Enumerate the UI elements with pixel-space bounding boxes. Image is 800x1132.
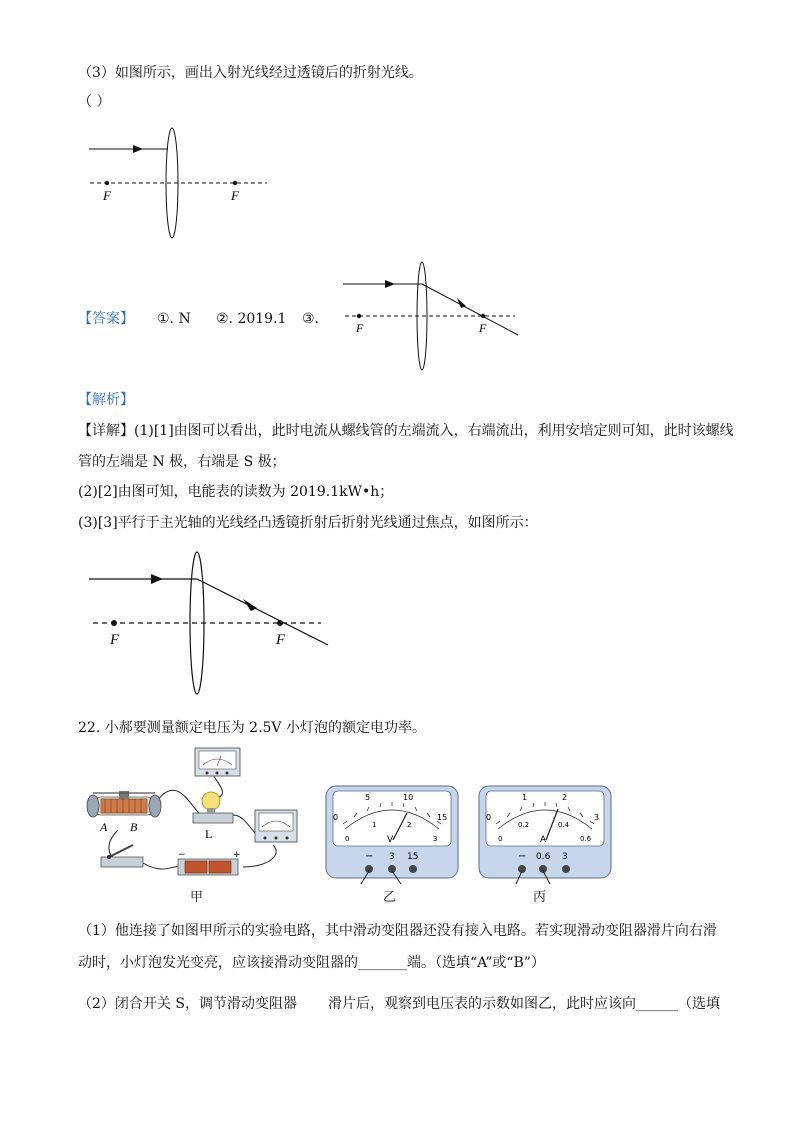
- focal-point-right: [233, 181, 237, 185]
- voltmeter-top-5: 5: [365, 793, 371, 802]
- circuit-figure-jia: [83, 745, 313, 880]
- wire: [243, 845, 276, 867]
- answer-label: 【答案】: [78, 311, 134, 327]
- voltmeter-top-0: 0: [333, 813, 339, 822]
- voltmeter-binding-post: [409, 865, 417, 873]
- incident-ray-arrow: [385, 280, 395, 288]
- rheostat-label-b: B: [130, 820, 138, 834]
- ammeter-bottom-0: 0: [498, 835, 503, 843]
- refracted-ray: [197, 579, 328, 645]
- voltmeter-bottom-1: 1: [372, 821, 377, 829]
- ammeter-symbol: A: [540, 835, 547, 845]
- figure-label-yi: 乙: [383, 890, 397, 905]
- lens-diagram-question: [85, 125, 285, 245]
- voltmeter-symbol: V: [387, 835, 394, 845]
- focal-label-right: F: [479, 321, 487, 335]
- ammeter-top-2: 2: [562, 793, 568, 802]
- focal-label-left: F: [103, 188, 111, 203]
- ammeter-terminal-neg: −: [518, 851, 527, 862]
- voltmeter-bottom-2: 2: [407, 821, 412, 829]
- answer-1: ①. N: [157, 311, 191, 327]
- q22-part2-line1-a: （2）闭合开关 S，调节滑动变阻器: [78, 996, 297, 1012]
- voltmeter-terminal-neg: −: [365, 851, 374, 862]
- analysis-detail-line4: (3)[3]平行于主光轴的光线经凸透镜折射后折射光线通过焦点，如图所示：: [78, 515, 538, 531]
- bulb-lamp: [193, 792, 233, 823]
- q21-part3-prompt: （3）如图所示，画出入射光线经过透镜后的折射光线。: [78, 65, 423, 81]
- figure-label-bing: 丙: [533, 890, 547, 905]
- q22-part1-line2: 动时，小灯泡发光变亮，应该接滑动变阻器的_______端。（选填“A”或“B”）: [78, 955, 545, 971]
- focal-point-left: [105, 181, 109, 185]
- ammeter-top-3: 3: [594, 813, 600, 822]
- ammeter-terminal-0.6: 0.6: [536, 852, 551, 862]
- analysis-detail-line2: 管的左端是 N 极，右端是 S 极；: [78, 454, 286, 470]
- q22-part2-line1-b: 滑片后，观察到电压表的示数如图乙，此时应该向______（选填: [328, 996, 720, 1012]
- voltmeter-bottom-0: 0: [345, 835, 350, 843]
- voltmeter-top-10: 10: [403, 793, 414, 802]
- focal-label-left: F: [110, 632, 120, 648]
- ammeter-terminal-3: 3: [562, 852, 568, 862]
- wire: [143, 863, 178, 869]
- rheostat-label-a: A: [100, 820, 108, 834]
- battery-pack: [178, 850, 241, 875]
- answer-3: ③.: [302, 311, 320, 327]
- q21-part3-answer-blank: （ ）: [78, 94, 111, 110]
- focal-label-left: F: [356, 321, 364, 335]
- voltmeter-top-15: 15: [437, 813, 448, 822]
- q22-part1-line1: （1）他连接了如图甲所示的实验电路，其中滑动变阻器还没有接入电路。若实现滑动变阻器滑片向右滑: [78, 923, 717, 939]
- voltmeter-figure-yi: [325, 785, 465, 885]
- answer-2: ②. 2019.1: [216, 311, 287, 327]
- ammeter-binding-post: [562, 865, 570, 873]
- analysis-label: 【解析】: [78, 392, 134, 408]
- figure-label-jia: 甲: [190, 890, 204, 905]
- svg-text:+: +: [233, 850, 241, 860]
- voltmeter-terminal-3: 3: [389, 852, 395, 862]
- focal-label-right: F: [276, 632, 286, 648]
- focal-point-left: [357, 314, 361, 318]
- q22-stem: 22. 小郝要测量额定电压为 2.5V 小灯泡的额定电功率。: [78, 720, 426, 736]
- incident-ray-arrow: [133, 145, 143, 153]
- ammeter-bottom-0.6: 0.6: [580, 835, 592, 843]
- ammeter-bottom-0.2: 0.2: [518, 821, 530, 829]
- ammeter-top-0: 0: [486, 813, 492, 822]
- svg-text:−: −: [178, 850, 186, 860]
- switch: [101, 845, 143, 867]
- ammeter-device: [255, 810, 297, 842]
- refracted-ray: [422, 284, 518, 335]
- ammeter-figure-bing: [478, 785, 618, 885]
- ammeter-top-1: 1: [522, 793, 528, 802]
- incident-ray-arrow: [151, 574, 163, 584]
- lens-diagram-answer: [340, 258, 530, 373]
- focal-point-right: [481, 314, 485, 318]
- voltmeter-bottom-3: 3: [433, 835, 438, 843]
- focal-point-left: [111, 620, 117, 626]
- refracted-ray-arrow: [243, 599, 257, 611]
- focal-point-right: [277, 620, 283, 626]
- lamp-label: L: [205, 827, 213, 841]
- voltmeter-terminal-15: 15: [407, 852, 419, 862]
- analysis-detail-line3: (2)[2]由图可知，电能表的读数为 2019.1kW•h；: [78, 484, 394, 500]
- ammeter-bottom-0.4: 0.4: [558, 821, 570, 829]
- focal-label-right: F: [231, 188, 239, 203]
- sliding-rheostat: [87, 791, 161, 817]
- analysis-detail-line1: 【详解】(1)[1]由图可以看出，此时电流从螺线管的左端流入，右端流出，利用安培定则可知，此时该螺线: [78, 423, 734, 439]
- lens-diagram-explanation: [85, 548, 345, 698]
- voltmeter-device: [195, 748, 240, 776]
